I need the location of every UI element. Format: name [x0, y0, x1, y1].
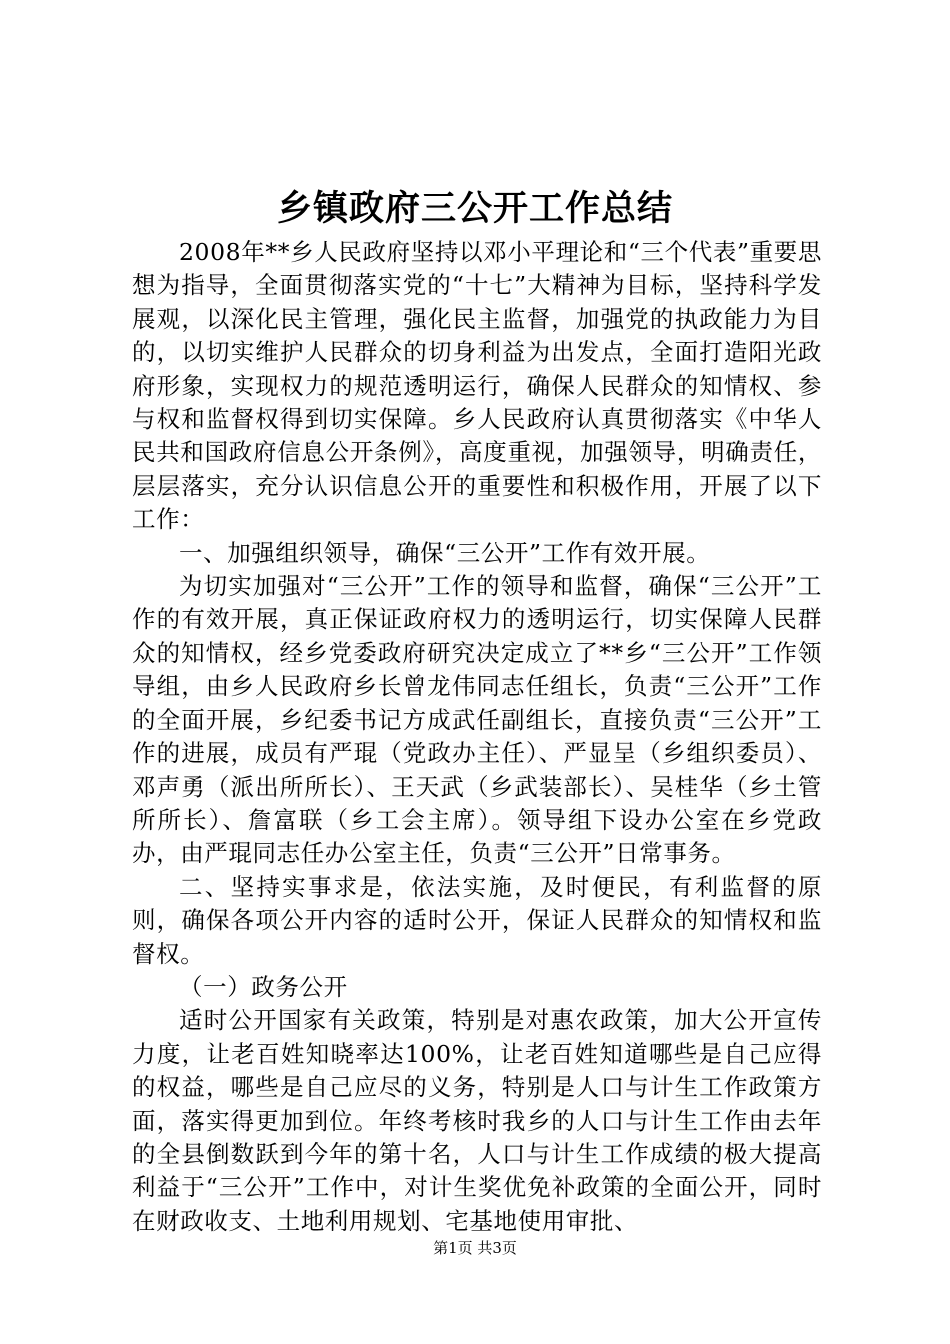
heading-section-2: 二、坚持实事求是，依法实施，及时便民，有利监督的原则，确保各项公开内容的适时公开，保证人民群众的知情权和监督权。 [132, 872, 822, 968]
heading-subsection-government-affairs: （一）政务公开 [179, 972, 348, 1001]
document-title: 乡镇政府三公开工作总结 [276, 188, 673, 229]
paragraph-leadership-group: 为切实加强对“三公开”工作的领导和监督，确保“三公开”工作的有效开展，真正保证政府权力的透明运行，切实保障人民群众的知情权，经乡党委政府研究决定成立了**乡“三公开”工作领导组，由乡人民政府乡长曾龙伟同志任组长，负责“三公开”工作的全面开展，乡纪委书记方成武任副组长，直接负责“三公开”工作的进展，成员有严琨（党政办主任）、严显呈（乡组织委员）、邓声勇（派出所所长）、王天武（乡武装部长）、吴桂华（乡土管所所长）、詹富联（乡工会主席）。领导组下设办公室在乡党政办，由严琨同志任办公室主任，负责“三公开”日常事务。 [132, 572, 822, 868]
paragraph-intro: 2008年**乡人民政府坚持以邓小平理论和“三个代表”重要思想为指导，全面贯彻落实党的“十七”大精神为目标，坚持科学发展观，以深化民主管理，强化民主监督，加强党的执政能力为目的，以切实维护人民群众的切身利益为出发点，全面打造阳光政府形象，实现权力的规范透明运行，确保人民群众的知情权、参与权和监督权得到切实保障。乡人民政府认真贯彻落实《中华人民共和国政府信息公开条例》，高度重视，加强领导，明确责任，层层落实，充分认识信息公开的重要性和积极作用，开展了以下工作： [132, 238, 822, 534]
page-footer: 第1页 共3页 [433, 1239, 517, 1257]
document-body [132, 236, 822, 1238]
heading-section-1: 一、加强组织领导，确保“三公开”工作有效开展。 [179, 538, 711, 567]
paragraph-government-affairs: 适时公开国家有关政策，特别是对惠农政策，加大公开宣传力度，让老百姓知晓率达100%，让老百姓知道哪些是自己应得的权益，哪些是自己应尽的义务，特别是人口与计生工作政策方面，落实得更加到位。年终考核时我乡的人口与计生工作由去年的全县倒数跃到今年的第十名，人口与计生工作成绩的极大提高利益于“三公开”工作中，对计生奖优免补政策的全面公开，同时在财政收支、土地利用规划、宅基地使用审批、 [132, 1006, 822, 1235]
